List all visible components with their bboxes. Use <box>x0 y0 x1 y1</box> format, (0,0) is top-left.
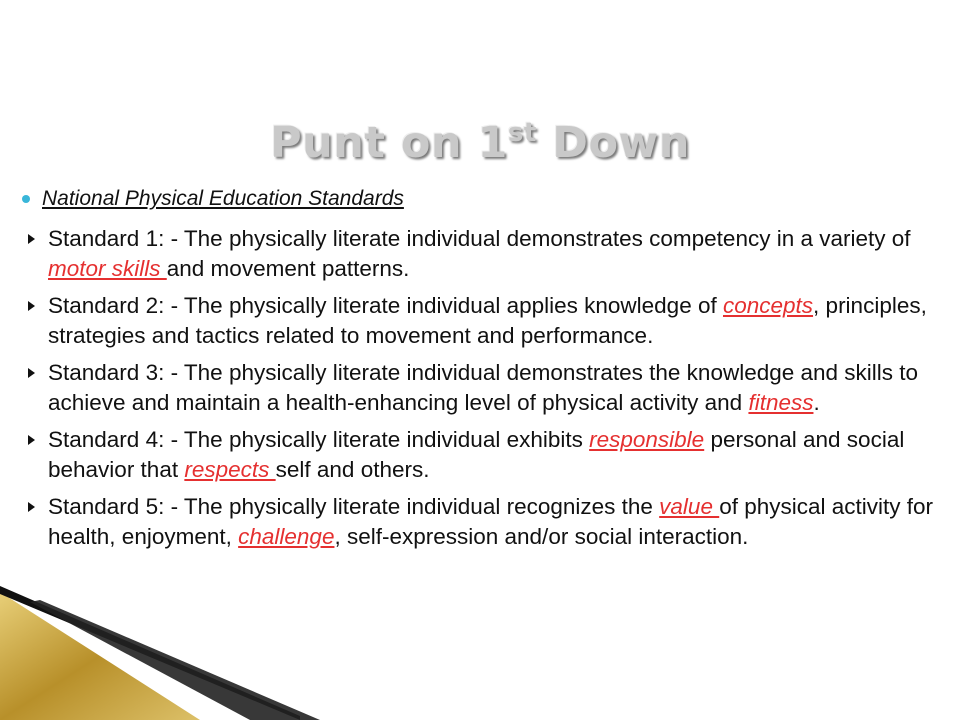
slide-title <box>0 118 960 168</box>
subheading-text: National Physical Education Standards <box>42 187 404 210</box>
standard-text: Standard 3: - The physically literate individual demonstrates the knowledge and skills to achieve and maintain a health-enhancing level of physical activity and <box>48 360 919 415</box>
arrow-bullet-icon <box>28 368 35 378</box>
standard-text: and movement patterns. <box>166 256 410 281</box>
title-main: Punt on 1 <box>270 118 508 168</box>
subheading <box>22 187 404 211</box>
standard-text: Standard 4: - The physically literate individual exhibits <box>48 427 590 452</box>
keyword: fitness <box>748 390 814 415</box>
decorative-corner <box>0 580 320 720</box>
title-superscript: st <box>507 118 537 148</box>
standard-text: personal and social behavior that <box>48 427 905 482</box>
standard-text: self and others. <box>275 457 430 482</box>
standard-item <box>26 224 956 284</box>
standard-item <box>26 358 956 418</box>
keyword: value <box>659 494 720 519</box>
standard-text: Standard 5: - The physically literate individual recognizes the <box>48 494 660 519</box>
keyword: challenge <box>238 524 335 549</box>
arrow-bullet-icon <box>28 301 35 311</box>
keyword: concepts <box>722 293 814 318</box>
title-tail: Down <box>536 118 690 168</box>
standard-text: , principles, strategies and tactics related to movement and performance. <box>48 293 927 348</box>
arrow-bullet-icon <box>28 435 35 445</box>
standard-text: . <box>813 390 820 415</box>
keyword: responsible <box>589 427 705 452</box>
standard-item <box>26 492 956 552</box>
standard-item <box>26 291 956 351</box>
standard-item <box>26 425 956 485</box>
standard-text: of physical activity for health, enjoyment, <box>48 494 934 549</box>
keyword: respects <box>184 457 276 482</box>
standard-text: , self-expression and/or social interaction. <box>334 524 749 549</box>
standards-list <box>26 224 956 559</box>
arrow-bullet-icon <box>28 502 35 512</box>
keyword: motor skills <box>48 256 167 281</box>
bullet-dot-icon <box>22 195 30 203</box>
standard-text: Standard 1: - The physically literate individual demonstrates competency in a variety of <box>48 226 911 251</box>
standard-text: Standard 2: - The physically literate individual applies knowledge of <box>48 293 723 318</box>
arrow-bullet-icon <box>28 234 35 244</box>
